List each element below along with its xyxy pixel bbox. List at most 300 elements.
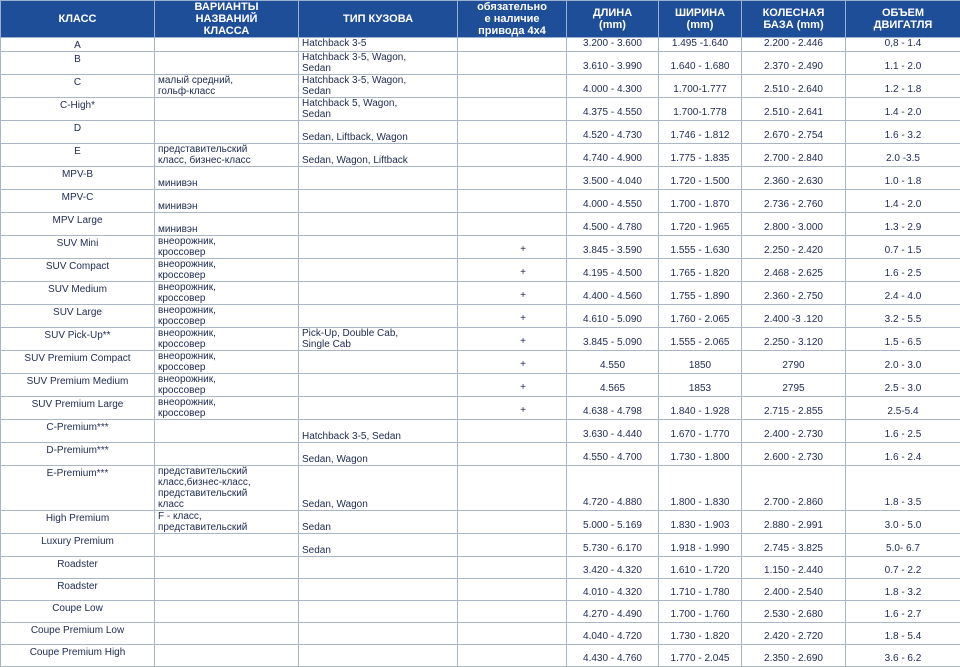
width-cell: [659, 466, 742, 511]
length-cell: [567, 601, 659, 623]
class-names-cell: [155, 38, 299, 52]
awd-cell: [458, 52, 567, 75]
cell-text: 2.5 - 3.0: [848, 383, 958, 394]
length-cell: [567, 534, 659, 557]
cell-text: 0.7 - 2.2: [848, 565, 958, 576]
width-cell: [659, 623, 742, 645]
cell-text: 1.495 -1.640: [661, 38, 739, 49]
awd-cell: [458, 557, 567, 579]
length-cell: [567, 397, 659, 420]
length-cell: [567, 466, 659, 511]
cell-text: 2795: [744, 383, 843, 394]
length-cell: [567, 38, 659, 52]
cell-text: F - класс, представительский: [158, 511, 296, 533]
awd-cell: [458, 282, 567, 305]
class-names-cell: [155, 144, 299, 167]
cell-text: 2.5-5.4: [848, 406, 958, 417]
length-cell: [567, 121, 659, 144]
cell-text: внеорожник, кроссовер: [158, 328, 296, 350]
table-row: [1, 121, 960, 144]
width-cell: [659, 511, 742, 534]
awd-cell: [458, 645, 567, 667]
cell-text: Hatchback 3-5, Sedan: [302, 420, 455, 442]
body-type-cell: [299, 190, 458, 213]
cell-text: 1.700 - 1.870: [661, 199, 739, 210]
table-row: [1, 75, 960, 98]
engine-cell: [846, 38, 960, 52]
body-type-cell: [299, 213, 458, 236]
cell-text: +: [460, 290, 526, 301]
cell-text: 1.800 - 1.830: [661, 497, 739, 508]
cell-text: 4.040 - 4.720: [569, 631, 656, 642]
class-cell: [1, 98, 155, 121]
class-names-cell: [155, 305, 299, 328]
wheelbase-cell: [742, 213, 846, 236]
cell-text: 4.550: [569, 360, 656, 371]
cell-text: минивэн: [158, 213, 296, 235]
cell-text: 1.2 - 1.8: [848, 84, 958, 95]
awd-cell: [458, 144, 567, 167]
cell-text: 1.720 - 1.965: [661, 222, 739, 233]
table-row: [1, 645, 960, 667]
cell-text: Hatchback 3-5: [302, 38, 455, 49]
cell-text: 5.0- 6.7: [848, 543, 958, 554]
cell-text: MPV-B: [3, 169, 152, 180]
engine-cell: [846, 52, 960, 75]
class-cell: [1, 144, 155, 167]
width-cell: [659, 645, 742, 667]
wheelbase-cell: [742, 167, 846, 190]
cell-text: 2.530 - 2.680: [744, 609, 843, 620]
cell-text: 1.730 - 1.820: [661, 631, 739, 642]
cell-text: 3.6 - 6.2: [848, 653, 958, 664]
class-names-cell: [155, 534, 299, 557]
length-cell: [567, 305, 659, 328]
cell-text: Hatchback 5, Wagon, Sedan: [302, 98, 455, 120]
width-cell: [659, 601, 742, 623]
cell-text: 1.8 - 3.2: [848, 587, 958, 598]
cell-text: C-High*: [3, 100, 152, 111]
cell-text: Sedan, Wagon: [302, 466, 455, 510]
wheelbase-cell: [742, 38, 846, 52]
cell-text: внеорожник, кроссовер: [158, 374, 296, 396]
length-cell: [567, 511, 659, 534]
width-cell: [659, 236, 742, 259]
body-type-cell: [299, 623, 458, 645]
engine-cell: [846, 236, 960, 259]
awd-cell: [458, 579, 567, 601]
cell-text: 2.360 - 2.750: [744, 291, 843, 302]
awd-cell: [458, 351, 567, 374]
class-cell: [1, 305, 155, 328]
cell-text: 4.550 - 4.700: [569, 452, 656, 463]
class-cell: [1, 213, 155, 236]
class-cell: [1, 443, 155, 466]
table-row: [1, 259, 960, 282]
width-cell: [659, 52, 742, 75]
awd-cell: [458, 213, 567, 236]
cell-text: 2.200 - 2.446: [744, 38, 843, 49]
class-cell: [1, 38, 155, 52]
engine-cell: [846, 534, 960, 557]
class-names-cell: [155, 623, 299, 645]
class-names-cell: [155, 466, 299, 511]
length-cell: [567, 98, 659, 121]
cell-text: внеорожник, кроссовер: [158, 305, 296, 327]
class-cell: [1, 121, 155, 144]
cell-text: Pick-Up, Double Cab, Single Cab: [302, 328, 455, 350]
width-cell: [659, 98, 742, 121]
awd-cell: [458, 534, 567, 557]
cell-text: 4.610 - 5.090: [569, 314, 656, 325]
awd-cell: [458, 236, 567, 259]
table-row: [1, 328, 960, 351]
cell-text: малый средний, гольф-класс: [158, 75, 296, 97]
length-cell: [567, 374, 659, 397]
cell-text: 1.555 - 2.065: [661, 337, 739, 348]
cell-text: Sedan: [302, 534, 455, 556]
cell-text: 4.740 - 4.900: [569, 153, 656, 164]
cell-text: 2.670 - 2.754: [744, 130, 843, 141]
cell-text: SUV Large: [3, 307, 152, 318]
wheelbase-cell: [742, 144, 846, 167]
awd-cell: [458, 466, 567, 511]
engine-cell: [846, 443, 960, 466]
cell-text: 2.880 - 2.991: [744, 520, 843, 531]
cell-text: 2.4 - 4.0: [848, 291, 958, 302]
cell-text: 1.8 - 3.5: [848, 497, 958, 508]
cell-text: 2.510 - 2.640: [744, 84, 843, 95]
cell-text: Coupe Low: [3, 603, 152, 614]
cell-text: внеорожник, кроссовер: [158, 397, 296, 419]
table-row: [1, 190, 960, 213]
cell-text: 4.270 - 4.490: [569, 609, 656, 620]
table-row: [1, 511, 960, 534]
cell-text: 1.640 - 1.680: [661, 61, 739, 72]
header-body-type: ТИП КУЗОВА: [299, 1, 458, 38]
cell-text: 2.700 - 2.860: [744, 497, 843, 508]
engine-cell: [846, 623, 960, 645]
width-cell: [659, 579, 742, 601]
cell-text: минивэн: [158, 190, 296, 212]
header-length: ДЛИНА (mm): [567, 1, 659, 38]
cell-text: 4.400 - 4.560: [569, 291, 656, 302]
length-cell: [567, 623, 659, 645]
engine-cell: [846, 121, 960, 144]
cell-text: 1.6 - 3.2: [848, 130, 958, 141]
cell-text: 2.400 - 2.730: [744, 429, 843, 440]
width-cell: [659, 351, 742, 374]
cell-text: 1.3 - 2.9: [848, 222, 958, 233]
length-cell: [567, 75, 659, 98]
cell-text: 0.7 - 1.5: [848, 245, 958, 256]
awd-cell: [458, 623, 567, 645]
width-cell: [659, 282, 742, 305]
awd-cell: [458, 121, 567, 144]
table-body: [1, 38, 960, 667]
class-names-cell: [155, 282, 299, 305]
body-type-cell: [299, 98, 458, 121]
wheelbase-cell: [742, 534, 846, 557]
width-cell: [659, 374, 742, 397]
width-cell: [659, 190, 742, 213]
width-cell: [659, 397, 742, 420]
cell-text: 2.350 - 2.690: [744, 653, 843, 664]
engine-cell: [846, 466, 960, 511]
class-cell: [1, 167, 155, 190]
width-cell: [659, 75, 742, 98]
cell-text: +: [460, 382, 526, 393]
header-wheelbase: КОЛЕСНАЯ БАЗА (mm): [742, 1, 846, 38]
cell-text: 0,8 - 1.4: [848, 38, 958, 49]
cell-text: High Premium: [3, 513, 152, 524]
awd-cell: [458, 190, 567, 213]
cell-text: 2.420 - 2.720: [744, 631, 843, 642]
class-cell: [1, 579, 155, 601]
body-type-cell: [299, 351, 458, 374]
cell-text: Roadster: [3, 559, 152, 570]
cell-text: 3.200 - 3.600: [569, 38, 656, 49]
wheelbase-cell: [742, 75, 846, 98]
cell-text: 2.0 - 3.0: [848, 360, 958, 371]
class-names-cell: [155, 167, 299, 190]
width-cell: [659, 144, 742, 167]
cell-text: 3.630 - 4.440: [569, 429, 656, 440]
engine-cell: [846, 144, 960, 167]
cell-text: SUV Premium Medium: [3, 376, 152, 387]
cell-text: 1.755 - 1.890: [661, 291, 739, 302]
cell-text: 2.715 - 2.855: [744, 406, 843, 417]
cell-text: Sedan, Wagon: [302, 443, 455, 465]
body-type-cell: [299, 259, 458, 282]
cell-text: Hatchback 3-5, Wagon, Sedan: [302, 75, 455, 97]
cell-text: A: [3, 40, 152, 51]
class-names-cell: [155, 511, 299, 534]
body-type-cell: [299, 601, 458, 623]
cell-text: 2.800 - 3.000: [744, 222, 843, 233]
cell-text: 4.500 - 4.780: [569, 222, 656, 233]
cell-text: 5.000 - 5.169: [569, 520, 656, 531]
cell-text: 1.700-1.777: [661, 84, 739, 95]
class-cell: [1, 328, 155, 351]
width-cell: [659, 121, 742, 144]
cell-text: представительский класс,бизнес-класс, представительский класс: [158, 466, 296, 510]
engine-cell: [846, 579, 960, 601]
table-row: [1, 623, 960, 645]
cell-text: 2.700 - 2.840: [744, 153, 843, 164]
body-type-cell: [299, 397, 458, 420]
cell-text: 1.1 - 2.0: [848, 61, 958, 72]
table-row: [1, 557, 960, 579]
cell-text: B: [3, 54, 152, 65]
cell-text: E: [3, 146, 152, 157]
awd-cell: [458, 75, 567, 98]
cell-text: Sedan: [302, 511, 455, 533]
cell-text: 1.6 - 2.7: [848, 609, 958, 620]
table-row: [1, 351, 960, 374]
table-row: [1, 534, 960, 557]
table-row: [1, 236, 960, 259]
header-class-names: ВАРИАНТЫ НАЗВАНИЙ КЛАССА: [155, 1, 299, 38]
cell-text: минивэн: [158, 167, 296, 189]
class-names-cell: [155, 601, 299, 623]
cell-text: 1.746 - 1.812: [661, 130, 739, 141]
length-cell: [567, 52, 659, 75]
header-row: [1, 1, 960, 38]
class-names-cell: [155, 645, 299, 667]
cell-text: D-Premium***: [3, 445, 152, 456]
cell-text: 4.375 - 4.550: [569, 107, 656, 118]
cell-text: Sedan, Liftback, Wagon: [302, 121, 455, 143]
class-names-cell: [155, 213, 299, 236]
engine-cell: [846, 282, 960, 305]
class-names-cell: [155, 98, 299, 121]
awd-cell: [458, 38, 567, 52]
cell-text: SUV Compact: [3, 261, 152, 272]
cell-text: 1.775 - 1.835: [661, 153, 739, 164]
cell-text: 3.420 - 4.320: [569, 565, 656, 576]
wheelbase-cell: [742, 557, 846, 579]
engine-cell: [846, 305, 960, 328]
wheelbase-cell: [742, 259, 846, 282]
cell-text: 1.765 - 1.820: [661, 268, 739, 279]
body-type-cell: [299, 443, 458, 466]
engine-cell: [846, 601, 960, 623]
length-cell: [567, 282, 659, 305]
cell-text: 2.0 -3.5: [848, 153, 958, 164]
wheelbase-cell: [742, 443, 846, 466]
cell-text: 2.370 - 2.490: [744, 61, 843, 72]
cell-text: внеорожник, кроссовер: [158, 236, 296, 258]
length-cell: [567, 579, 659, 601]
class-names-cell: [155, 351, 299, 374]
cell-text: C-Premium***: [3, 422, 152, 433]
cell-text: 3.610 - 3.990: [569, 61, 656, 72]
cell-text: SUV Mini: [3, 238, 152, 249]
length-cell: [567, 420, 659, 443]
engine-cell: [846, 213, 960, 236]
width-cell: [659, 534, 742, 557]
body-type-cell: [299, 38, 458, 52]
body-type-cell: [299, 52, 458, 75]
wheelbase-cell: [742, 52, 846, 75]
class-cell: [1, 190, 155, 213]
width-cell: [659, 443, 742, 466]
cell-text: 1.760 - 2.065: [661, 314, 739, 325]
cell-text: 1.710 - 1.780: [661, 587, 739, 598]
awd-cell: [458, 98, 567, 121]
wheelbase-cell: [742, 374, 846, 397]
wheelbase-cell: [742, 236, 846, 259]
width-cell: [659, 305, 742, 328]
class-cell: [1, 557, 155, 579]
class-cell: [1, 374, 155, 397]
cell-text: 4.000 - 4.550: [569, 199, 656, 210]
body-type-cell: [299, 466, 458, 511]
class-cell: [1, 52, 155, 75]
engine-cell: [846, 190, 960, 213]
body-type-cell: [299, 144, 458, 167]
wheelbase-cell: [742, 121, 846, 144]
cell-text: 1.8 - 5.4: [848, 631, 958, 642]
cell-text: 3.845 - 5.090: [569, 337, 656, 348]
cell-text: SUV Premium Compact: [3, 353, 152, 364]
class-names-cell: [155, 236, 299, 259]
class-cell: [1, 282, 155, 305]
engine-cell: [846, 511, 960, 534]
cell-text: 3.2 - 5.5: [848, 314, 958, 325]
header-awd: обязательно е наличие привода 4х4: [458, 1, 567, 38]
wheelbase-cell: [742, 511, 846, 534]
cell-text: 1.830 - 1.903: [661, 520, 739, 531]
cell-text: внеорожник, кроссовер: [158, 259, 296, 281]
wheelbase-cell: [742, 328, 846, 351]
length-cell: [567, 351, 659, 374]
wheelbase-cell: [742, 623, 846, 645]
width-cell: [659, 328, 742, 351]
cell-text: 2790: [744, 360, 843, 371]
cell-text: SUV Premium Large: [3, 399, 152, 410]
cell-text: +: [460, 267, 526, 278]
cell-text: 2.400 - 2.540: [744, 587, 843, 598]
cell-text: 1.0 - 1.8: [848, 176, 958, 187]
cell-text: 2.736 - 2.760: [744, 199, 843, 210]
length-cell: [567, 328, 659, 351]
cell-text: 1850: [661, 360, 739, 371]
cell-text: 1.4 - 2.0: [848, 199, 958, 210]
cell-text: 1853: [661, 383, 739, 394]
body-type-cell: [299, 511, 458, 534]
cell-text: 4.565: [569, 383, 656, 394]
table-row: [1, 305, 960, 328]
table-row: [1, 144, 960, 167]
cell-text: 2.745 - 3.825: [744, 543, 843, 554]
class-cell: [1, 511, 155, 534]
body-type-cell: [299, 282, 458, 305]
class-names-cell: [155, 420, 299, 443]
engine-cell: [846, 397, 960, 420]
cell-text: SUV Medium: [3, 284, 152, 295]
length-cell: [567, 645, 659, 667]
class-names-cell: [155, 190, 299, 213]
awd-cell: [458, 167, 567, 190]
wheelbase-cell: [742, 351, 846, 374]
width-cell: [659, 557, 742, 579]
cell-text: 4.010 - 4.320: [569, 587, 656, 598]
body-type-cell: [299, 167, 458, 190]
cell-text: 1.670 - 1.770: [661, 429, 739, 440]
cell-text: 2.600 - 2.730: [744, 452, 843, 463]
class-names-cell: [155, 579, 299, 601]
cell-text: 1.700 - 1.760: [661, 609, 739, 620]
body-type-cell: [299, 645, 458, 667]
length-cell: [567, 213, 659, 236]
awd-cell: [458, 443, 567, 466]
wheelbase-cell: [742, 305, 846, 328]
table-row: [1, 282, 960, 305]
cell-text: 1.555 - 1.630: [661, 245, 739, 256]
class-cell: [1, 236, 155, 259]
class-cell: [1, 351, 155, 374]
cell-text: C: [3, 77, 152, 88]
cell-text: Sedan, Wagon, Liftback: [302, 144, 455, 166]
class-cell: [1, 645, 155, 667]
engine-cell: [846, 259, 960, 282]
width-cell: [659, 259, 742, 282]
table-row: [1, 98, 960, 121]
cell-text: E-Premium***: [3, 468, 152, 479]
table-row: [1, 601, 960, 623]
